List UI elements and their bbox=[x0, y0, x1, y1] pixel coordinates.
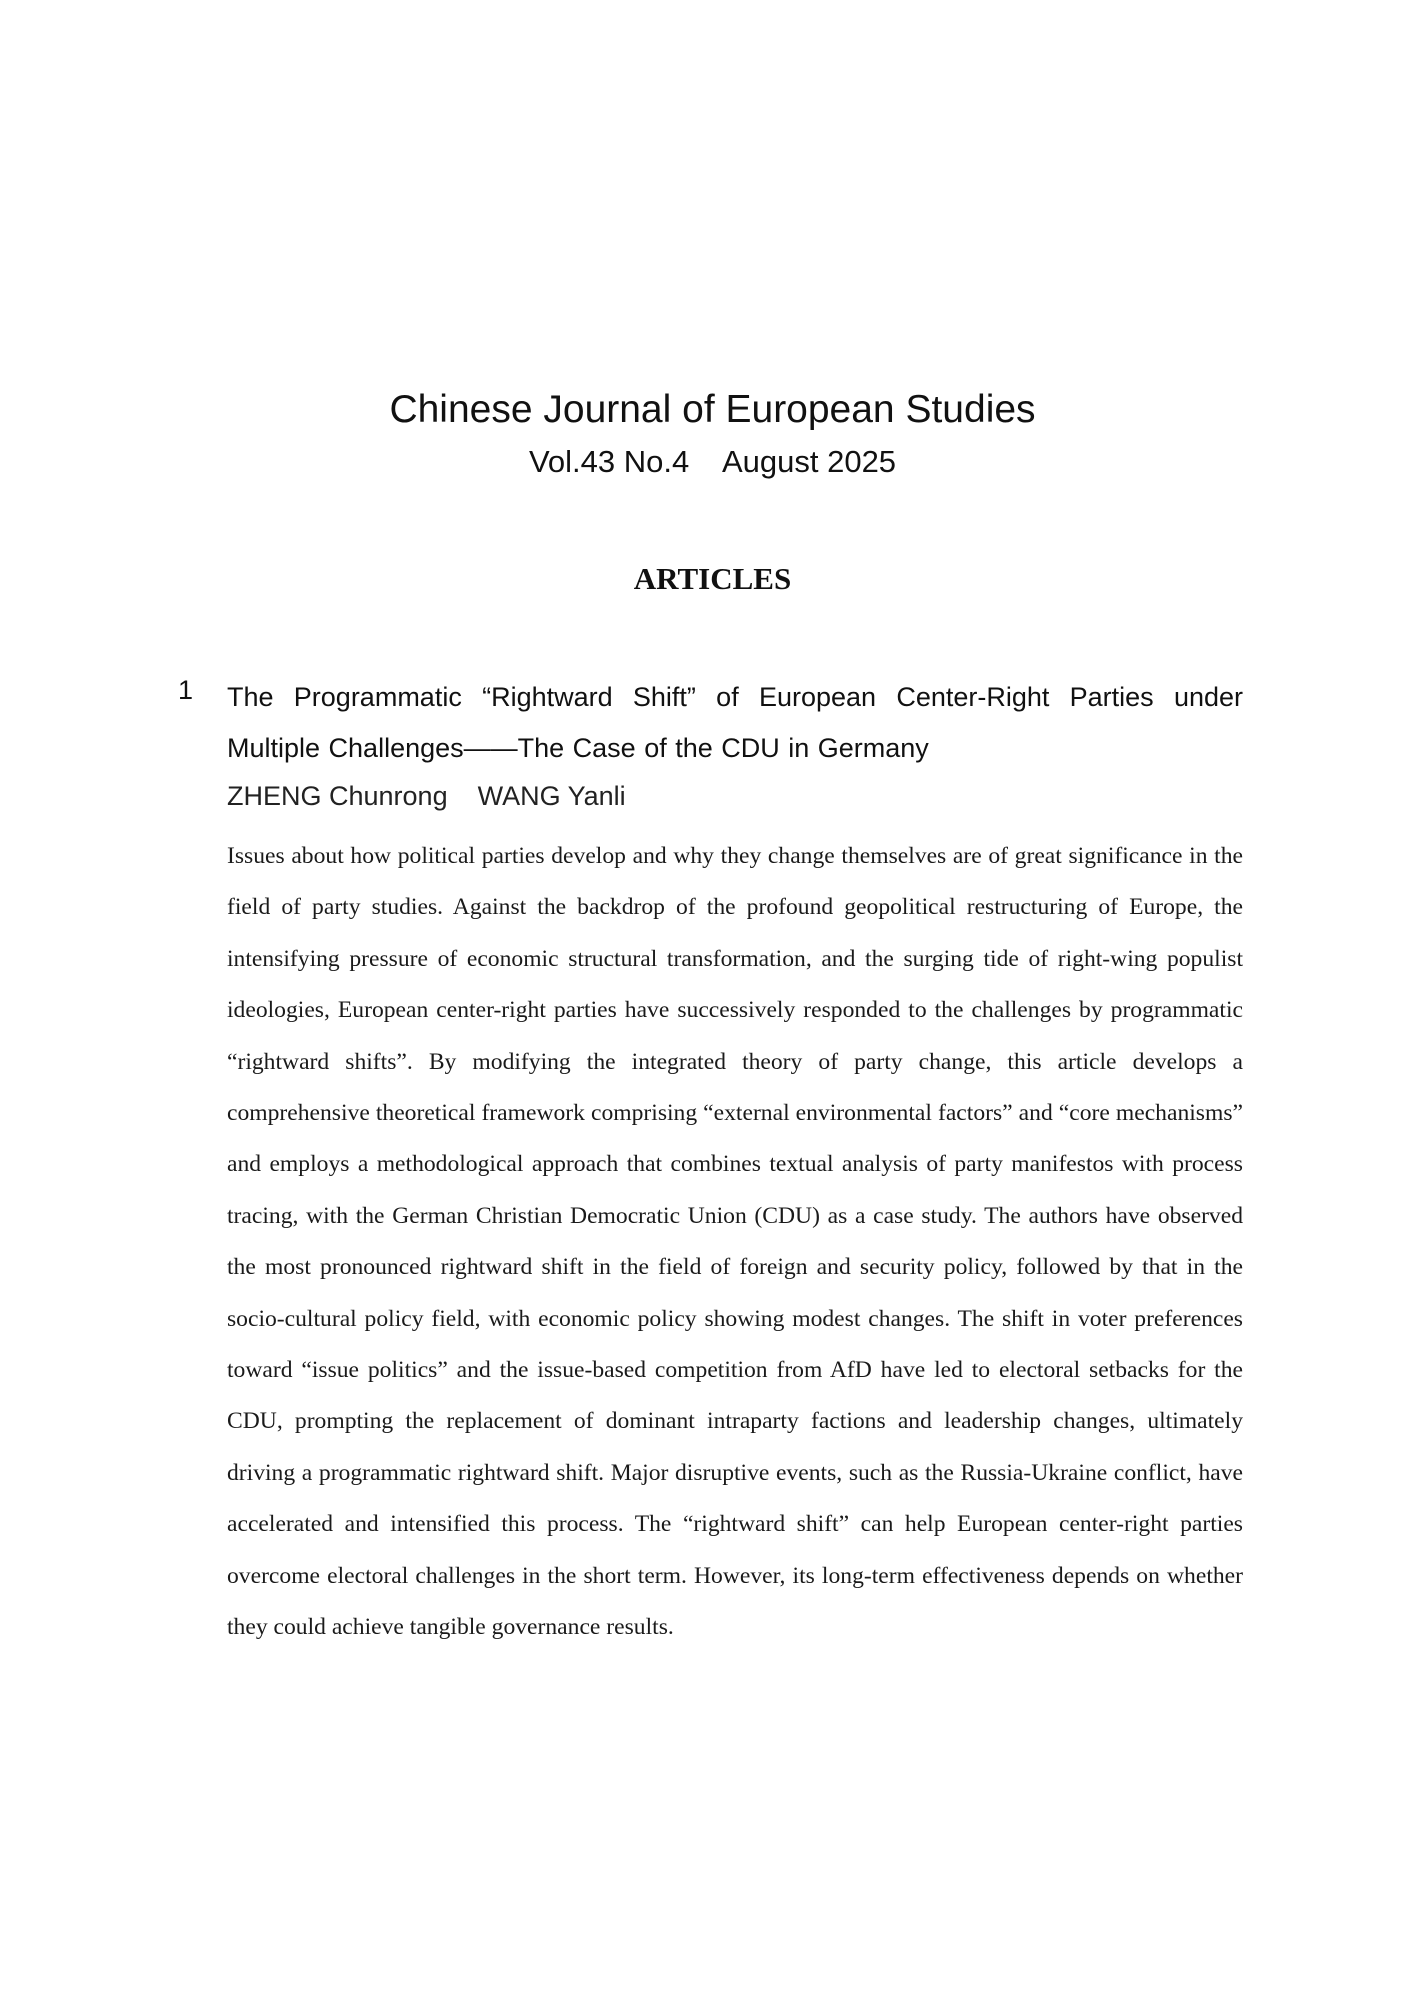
article-number: 1 bbox=[178, 675, 194, 705]
journal-title: Chinese Journal of European Studies bbox=[389, 388, 1036, 431]
section-heading: ARTICLES bbox=[633, 561, 792, 596]
article-title: The Programmatic “Rightward Shift” of European Center-Right Parties under Multiple Challenges——The Case of the CDU in Germany bbox=[227, 682, 1243, 763]
article-authors: ZHENG Chunrong WANG Yanli bbox=[227, 781, 626, 811]
article-abstract: Issues about how political parties develop and why they change themselves are of great significance in the field of party studies. Against the backdrop of the profound geopolitical restructuring of Europe, the intensifying pressure of economic structural transformation, and the surging tide of right-wing populist ideologies, European center-right parties have successively responded to the challenges by programmatic “rightward shifts”. By modifying the integrated theory of party change, this article develops a comprehensive theoretical framework comprising “external environmental factors” and “core mechanisms” and employs a methodological approach that combines textual analysis of party manifestos with process tracing, with the German Christian Democratic Union (CDU) as a case study. The authors have observed the most pronounced rightward shift in the field of foreign and security policy, followed by that in the socio-cultural policy field, with economic policy showing modest changes. The shift in voter preferences toward “issue politics” and the issue-based competition from AfD have led to electoral setbacks for the CDU, prompting the replacement of dominant intraparty factions and leadership changes, ultimately driving a programmatic rightward shift. Major disruptive events, such as the Russia-Ukraine conflict, have accelerated and intensified this process. The “rightward shift” can help European center-right parties overcome electoral challenges in the short term. However, its long-term effectiveness depends on whether they could achieve tangible governance results. bbox=[227, 843, 1243, 1641]
journal-issue: Vol.43 No.4 August 2025 bbox=[528, 444, 897, 479]
